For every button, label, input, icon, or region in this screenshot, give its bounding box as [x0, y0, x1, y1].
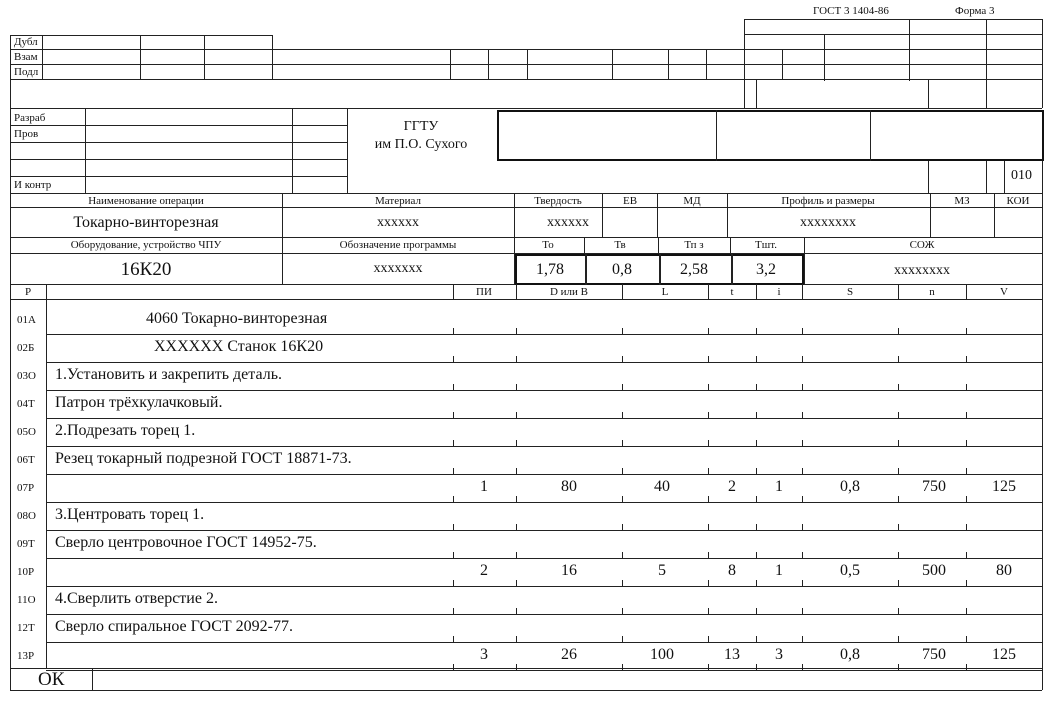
row-tick — [453, 524, 454, 530]
row-line — [46, 362, 1042, 363]
row-line — [46, 390, 1042, 391]
row-tick — [756, 412, 757, 418]
hdr-mz: МЗ — [954, 195, 970, 207]
row-code: 08О — [17, 510, 36, 522]
row-tick — [898, 552, 899, 558]
hdr-equipment: Оборудование, устройство ЧПУ — [70, 239, 222, 251]
row-tick — [966, 440, 967, 446]
row-tick — [898, 384, 899, 390]
row-code: 07Р — [17, 482, 35, 494]
row-tick — [756, 552, 757, 558]
row-tick — [622, 468, 623, 474]
row-code: 02Б — [17, 342, 35, 354]
row-cell-i: 3 — [775, 646, 783, 663]
row-tick — [756, 440, 757, 446]
col-n: n — [929, 286, 935, 298]
row-cell-s: 0,5 — [840, 562, 860, 579]
row-tick — [622, 356, 623, 362]
row-tick — [516, 328, 517, 334]
detail-box — [497, 110, 1044, 161]
row-cell-v: 125 — [992, 646, 1016, 663]
hdr-tsht: Тшт. — [755, 239, 777, 251]
hdr-koi: КОИ — [1006, 195, 1030, 207]
row-tick — [802, 328, 803, 334]
label-podl: Подл — [14, 66, 39, 78]
row-tick — [756, 496, 757, 502]
row-code: 01А — [17, 314, 36, 326]
row-code: 09Т — [17, 538, 35, 550]
row-tick — [708, 496, 709, 502]
row-tick — [966, 580, 967, 586]
row-tick — [966, 412, 967, 418]
row-tick — [708, 636, 709, 642]
row-tick — [802, 356, 803, 362]
row-line — [46, 558, 1042, 559]
profile-value: хххххххх — [800, 215, 856, 230]
row-tick — [622, 664, 623, 670]
row-tick — [453, 468, 454, 474]
row-cell-pi: 2 — [480, 562, 488, 579]
hdr-profile: Профиль и размеры — [781, 195, 875, 207]
row-tick — [756, 664, 757, 670]
row-cell-pi: 1 — [480, 478, 488, 495]
row-tick — [756, 468, 757, 474]
row-tick — [453, 356, 454, 362]
row-text: Патрон трёхкулачковый. — [55, 394, 223, 411]
row-tick — [966, 664, 967, 670]
row-tick — [898, 608, 899, 614]
row-code: 05О — [17, 426, 36, 438]
row-line — [46, 418, 1042, 419]
row-tick — [708, 384, 709, 390]
hdr-program: Обозначение программы — [339, 239, 457, 251]
row-tick — [966, 636, 967, 642]
row-tick — [453, 440, 454, 446]
row-cell-pi: 3 — [480, 646, 488, 663]
row-text: 2.Подрезать торец 1. — [55, 422, 196, 439]
row-tick — [453, 664, 454, 670]
row-line — [46, 586, 1042, 587]
row-tick — [516, 412, 517, 418]
row-tick — [966, 608, 967, 614]
label-vzam: Взам — [14, 51, 38, 63]
row-tick — [516, 384, 517, 390]
row-tick — [622, 608, 623, 614]
row-cell-l: 5 — [658, 562, 666, 579]
row-tick — [708, 356, 709, 362]
label-prov: Пров — [14, 128, 39, 140]
org-name: ГГТУ — [403, 119, 439, 134]
row-tick — [756, 328, 757, 334]
hdr-hardness: Твердость — [534, 195, 582, 207]
row-tick — [802, 496, 803, 502]
row-cell-d: 80 — [561, 478, 577, 495]
row-tick — [708, 524, 709, 530]
col-d: D или B — [549, 286, 589, 298]
row-tick — [756, 636, 757, 642]
row-text: Сверло центровочное ГОСТ 14952-75. — [55, 534, 317, 551]
label-i-kontr: И контр — [14, 179, 52, 191]
row-tick — [898, 664, 899, 670]
row-code: 06Т — [17, 454, 35, 466]
row-cell-n: 750 — [922, 478, 946, 495]
row-tick — [802, 524, 803, 530]
row-cell-n: 500 — [922, 562, 946, 579]
row-tick — [453, 552, 454, 558]
row-line — [46, 334, 1042, 335]
row-tick — [966, 468, 967, 474]
row-tick — [622, 524, 623, 530]
row-line — [46, 670, 1042, 671]
row-tick — [898, 440, 899, 446]
hdr-ev: ЕВ — [622, 195, 638, 207]
row-tick — [756, 524, 757, 530]
row-tick — [453, 496, 454, 502]
row-tick — [802, 580, 803, 586]
row-tick — [622, 328, 623, 334]
form-label: Форма 3 — [955, 5, 995, 17]
row-tick — [898, 580, 899, 586]
row-tick — [802, 608, 803, 614]
row-tick — [898, 412, 899, 418]
operation-name: Токарно-винторезная — [73, 214, 219, 231]
hdr-md: МД — [683, 195, 701, 207]
material-value: хххххх — [377, 215, 419, 230]
row-tick — [708, 580, 709, 586]
row-tick — [708, 328, 709, 334]
program-value: ххххххх — [373, 261, 423, 276]
row-text: 3.Центровать торец 1. — [55, 506, 205, 523]
row-tick — [898, 356, 899, 362]
row-line — [46, 642, 1042, 643]
row-tick — [516, 664, 517, 670]
row-tick — [898, 328, 899, 334]
row-tick — [898, 524, 899, 530]
row-tick — [802, 468, 803, 474]
label-dubl: Дубл — [14, 36, 38, 48]
row-tick — [708, 664, 709, 670]
col-i: i — [777, 286, 781, 298]
row-cell-v: 80 — [996, 562, 1012, 579]
row-tick — [622, 440, 623, 446]
row-code: 12Т — [17, 622, 35, 634]
row-cell-v: 125 — [992, 478, 1016, 495]
tsht-value: 3,2 — [756, 261, 776, 278]
row-cell-i: 1 — [775, 478, 783, 495]
hardness-value: хххххх — [547, 215, 589, 230]
equipment-value: 16К20 — [120, 259, 172, 280]
footer-ok: ОК — [38, 669, 65, 690]
label-razrab: Разраб — [14, 112, 46, 124]
row-cell-s: 0,8 — [840, 478, 860, 495]
row-tick — [898, 468, 899, 474]
row-line — [46, 614, 1042, 615]
row-cell-d: 16 — [561, 562, 577, 579]
row-tick — [966, 524, 967, 530]
row-code: 11О — [17, 594, 36, 606]
sheet-code: 010 — [1011, 168, 1032, 183]
row-tick — [622, 552, 623, 558]
hdr-tv: Тв — [614, 239, 626, 251]
row-tick — [756, 580, 757, 586]
col-v: V — [1000, 286, 1008, 298]
row-tick — [516, 552, 517, 558]
row-tick — [453, 608, 454, 614]
row-cell-t: 13 — [724, 646, 740, 663]
row-line — [46, 530, 1042, 531]
hdr-to: То — [542, 239, 554, 251]
row-tick — [708, 440, 709, 446]
row-tick — [756, 384, 757, 390]
gost-label: ГОСТ 3 1404-86 — [813, 5, 889, 17]
row-tick — [966, 496, 967, 502]
col-s: S — [846, 286, 854, 298]
row-cell-i: 1 — [775, 562, 783, 579]
row-tick — [453, 636, 454, 642]
row-tick — [708, 608, 709, 614]
row-tick — [622, 496, 623, 502]
row-text: 1.Установить и закрепить деталь. — [55, 366, 282, 383]
row-text: Сверло спиральное ГОСТ 2092-77. — [55, 618, 293, 635]
row-cell-l: 100 — [650, 646, 674, 663]
row-tick — [708, 552, 709, 558]
row-tick — [516, 580, 517, 586]
row-tick — [756, 356, 757, 362]
row-tick — [802, 636, 803, 642]
row-tick — [708, 412, 709, 418]
row-tick — [453, 384, 454, 390]
row-line — [46, 446, 1042, 447]
row-cell-s: 0,8 — [840, 646, 860, 663]
col-l: L — [661, 286, 669, 298]
row-tick — [453, 328, 454, 334]
row-tick — [802, 664, 803, 670]
tpz-value: 2,58 — [680, 261, 708, 278]
row-line — [46, 502, 1042, 503]
row-text: Резец токарный подрезной ГОСТ 18871-73. — [55, 450, 352, 467]
row-tick — [802, 552, 803, 558]
row-tick — [898, 636, 899, 642]
row-tick — [516, 608, 517, 614]
row-text: 4.Сверлить отверстие 2. — [55, 590, 218, 607]
row-cell-l: 40 — [654, 478, 670, 495]
row-code: 03О — [17, 370, 36, 382]
row-tick — [622, 412, 623, 418]
org-sub: им П.О. Сухого — [374, 137, 468, 152]
row-line — [46, 474, 1042, 475]
row-tick — [622, 580, 623, 586]
row-code: 13Р — [17, 650, 35, 662]
hdr-tpz: Тп з — [684, 239, 704, 251]
row-tick — [516, 440, 517, 446]
row-code: 10Р — [17, 566, 35, 578]
hdr-sozh: СОЖ — [909, 239, 935, 251]
to-value: 1,78 — [536, 261, 564, 278]
col-t: t — [730, 286, 734, 298]
row-cell-t: 8 — [728, 562, 736, 579]
hdr-operation-name: Наименование операции — [88, 195, 204, 207]
row-text: 4060 Токарно-винторезная — [146, 310, 328, 327]
row-tick — [453, 580, 454, 586]
row-tick — [756, 608, 757, 614]
row-tick — [802, 384, 803, 390]
row-tick — [966, 328, 967, 334]
hdr-material: Материал — [375, 195, 421, 207]
row-code: 04Т — [17, 398, 35, 410]
row-tick — [516, 524, 517, 530]
row-tick — [516, 636, 517, 642]
row-cell-n: 750 — [922, 646, 946, 663]
row-tick — [802, 412, 803, 418]
row-tick — [453, 412, 454, 418]
row-tick — [622, 636, 623, 642]
row-tick — [966, 384, 967, 390]
row-tick — [802, 440, 803, 446]
row-cell-d: 26 — [561, 646, 577, 663]
row-tick — [966, 552, 967, 558]
row-tick — [622, 384, 623, 390]
col-p: Р — [24, 286, 32, 298]
row-tick — [708, 468, 709, 474]
tv-value: 0,8 — [612, 261, 632, 278]
row-text: ХХХХХХ Станок 16К20 — [154, 338, 324, 355]
col-pi: ПИ — [476, 286, 492, 298]
sozh-value: хххххххх — [894, 263, 950, 278]
row-cell-t: 2 — [728, 478, 736, 495]
row-tick — [516, 468, 517, 474]
row-tick — [898, 496, 899, 502]
row-tick — [516, 496, 517, 502]
row-tick — [966, 356, 967, 362]
row-tick — [516, 356, 517, 362]
